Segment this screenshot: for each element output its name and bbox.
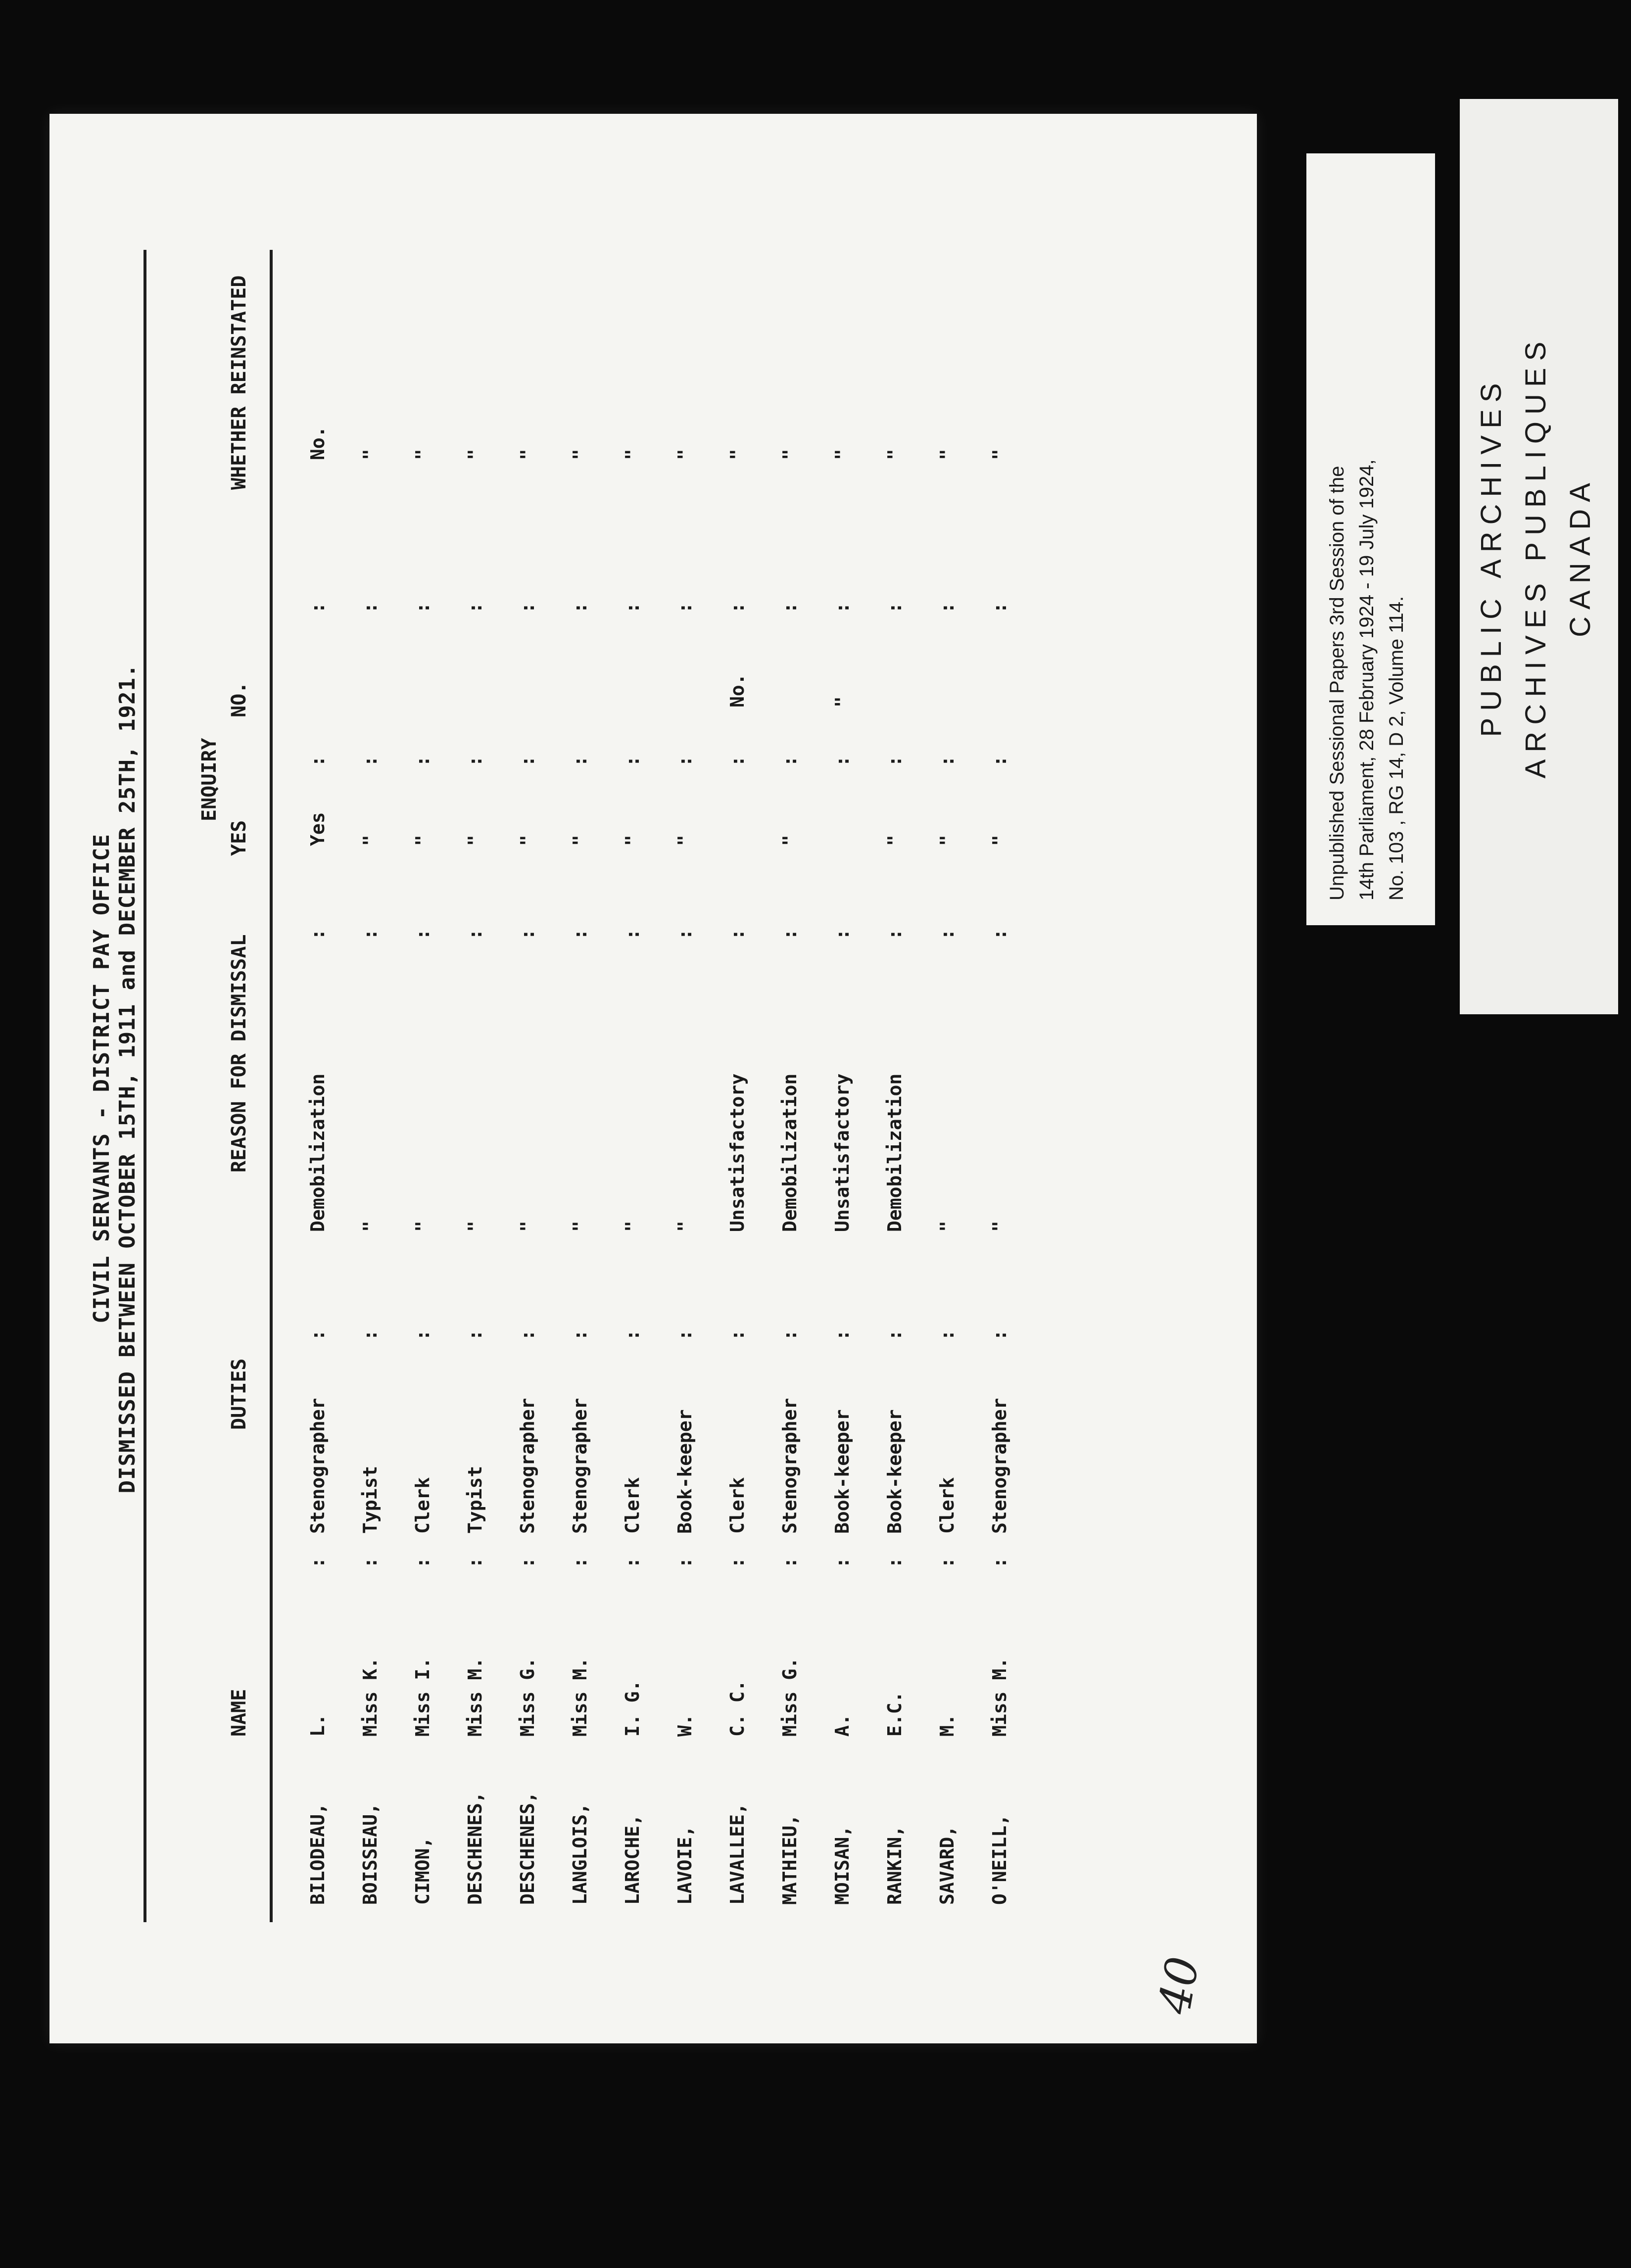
cell-duties: Clerk: [412, 1477, 433, 1534]
cell-surname: LAVALLEE,: [726, 1803, 748, 1905]
column-separator: :: [517, 1557, 538, 1568]
cell-given: I. G.: [622, 1680, 643, 1737]
header-rule: [270, 250, 273, 1922]
column-separator: :: [569, 929, 591, 940]
column-separator: :: [936, 756, 958, 767]
cell-reason: Unsatisfactory: [831, 1073, 853, 1232]
cell-reason: ": [412, 1221, 433, 1232]
column-separator: :: [307, 1557, 329, 1568]
column-separator: :: [412, 602, 433, 614]
cell-duties: Clerk: [936, 1477, 958, 1534]
column-separator: :: [517, 602, 538, 614]
cell-surname: SAVARD,: [936, 1825, 958, 1905]
column-separator: :: [517, 756, 538, 767]
cell-given: Miss G.: [517, 1657, 538, 1737]
column-separator: :: [831, 756, 853, 767]
public-archives-stamp: [1460, 99, 1618, 1014]
column-separator: :: [412, 1329, 433, 1341]
column-separator: :: [726, 756, 748, 767]
header-reason: REASON FOR DISMISSAL: [228, 934, 250, 1173]
cell-surname: RANKIN,: [884, 1825, 906, 1905]
label-line-2: 14th Parliament, 28 February 1924 - 19 July 1924,: [1356, 459, 1378, 900]
cell-reason: ": [622, 1221, 643, 1232]
column-separator: :: [464, 929, 486, 940]
cell-reinstated: ": [517, 449, 538, 460]
cell-reinstated: ": [779, 449, 801, 460]
cell-given: L.: [307, 1714, 329, 1737]
column-separator: :: [674, 1329, 696, 1341]
column-separator: :: [569, 1329, 591, 1341]
column-separator: :: [936, 1329, 958, 1341]
column-separator: :: [359, 1329, 381, 1341]
public-archives-stamp-text: [1460, 99, 1618, 1014]
document-title: CIVIL SERVANTS - DISTRICT PAY OFFICE: [89, 834, 114, 1323]
cell-given: Miss K.: [359, 1657, 381, 1737]
cell-reinstated: ": [936, 449, 958, 460]
cell-yes: ": [779, 835, 801, 846]
cell-reason: Demobilization: [779, 1073, 801, 1232]
column-separator: :: [674, 929, 696, 940]
cell-reason: Unsatisfactory: [726, 1073, 748, 1232]
column-separator: :: [779, 929, 801, 940]
cell-duties: Stenographer: [517, 1398, 538, 1534]
cell-reinstated: ": [569, 449, 591, 460]
cell-reason: ": [359, 1221, 381, 1232]
archive-label: [1306, 153, 1435, 925]
header-enquiry-yes: YES: [228, 820, 250, 856]
cell-given: C. C.: [726, 1680, 748, 1737]
column-separator: :: [569, 1557, 591, 1568]
column-separator: :: [884, 929, 906, 940]
cell-reason: Demobilization: [307, 1073, 329, 1232]
cell-surname: LAROCHE,: [622, 1814, 643, 1905]
cell-given: Miss M.: [989, 1657, 1010, 1737]
column-separator: :: [674, 1557, 696, 1568]
cell-given: Miss M.: [464, 1657, 486, 1737]
cell-no: ": [831, 696, 853, 708]
cell-duties: Stenographer: [779, 1398, 801, 1534]
cell-reinstated: ": [412, 449, 433, 460]
column-separator: :: [936, 602, 958, 614]
cell-duties: Clerk: [726, 1477, 748, 1534]
cell-reinstated: ": [989, 449, 1010, 460]
column-separator: :: [464, 1557, 486, 1568]
column-separator: :: [884, 756, 906, 767]
column-separator: :: [622, 756, 643, 767]
column-separator: :: [622, 602, 643, 614]
stamp-line-3: CANADA: [1564, 476, 1596, 637]
column-separator: :: [884, 1557, 906, 1568]
cell-duties: Book-keeper: [674, 1409, 696, 1534]
header-duties: DUTIES: [228, 1358, 250, 1430]
cell-yes: ": [359, 835, 381, 846]
column-separator: :: [622, 1557, 643, 1568]
column-separator: :: [307, 602, 329, 614]
handwritten-page-number: 40: [1148, 1953, 1210, 2018]
cell-yes: ": [412, 835, 433, 846]
column-separator: :: [936, 929, 958, 940]
cell-reinstated: ": [464, 449, 486, 460]
column-separator: :: [517, 929, 538, 940]
cell-surname: LAVOIE,: [674, 1825, 696, 1905]
column-separator: :: [989, 1329, 1010, 1341]
cell-surname: O'NEILL,: [989, 1814, 1010, 1905]
column-separator: :: [569, 756, 591, 767]
cell-yes: ": [569, 835, 591, 846]
column-separator: :: [307, 756, 329, 767]
column-separator: :: [464, 602, 486, 614]
header-name: NAME: [228, 1689, 250, 1737]
cell-yes: ": [464, 835, 486, 846]
cell-yes: ": [674, 835, 696, 846]
cell-yes: Yes: [307, 812, 329, 846]
column-separator: :: [726, 602, 748, 614]
column-separator: :: [726, 929, 748, 940]
cell-no: No.: [726, 673, 748, 708]
archive-label-text: [1306, 153, 1435, 925]
cell-yes: ": [989, 835, 1010, 846]
cell-reinstated: No.: [307, 426, 329, 460]
column-separator: :: [989, 929, 1010, 940]
column-separator: :: [831, 1329, 853, 1341]
document-content: [49, 114, 1257, 2043]
cell-surname: CIMON,: [412, 1837, 433, 1905]
cell-surname: BILODEAU,: [307, 1803, 329, 1905]
column-separator: :: [674, 602, 696, 614]
column-separator: :: [779, 602, 801, 614]
column-separator: :: [779, 1329, 801, 1341]
column-separator: :: [726, 1329, 748, 1341]
cell-surname: LANGLOIS,: [569, 1803, 591, 1905]
cell-given: Miss M.: [569, 1657, 591, 1737]
column-separator: :: [779, 756, 801, 767]
column-separator: :: [464, 1329, 486, 1341]
column-separator: :: [359, 929, 381, 940]
cell-duties: Stenographer: [569, 1398, 591, 1534]
column-separator: :: [359, 602, 381, 614]
header-enquiry: ENQUIRY: [198, 738, 221, 821]
column-separator: :: [307, 1329, 329, 1341]
cell-reinstated: ": [674, 449, 696, 460]
label-line-3: No. 103 , RG 14, D 2, Volume 114.: [1386, 596, 1407, 900]
cell-given: M.: [936, 1714, 958, 1737]
cell-reinstated: ": [884, 449, 906, 460]
document-subtitle: DISMISSED BETWEEN OCTOBER 15TH, 1911 and DECEMBER 25TH, 1921.: [115, 663, 140, 1494]
cell-reinstated: ": [726, 449, 748, 460]
cell-given: A.: [831, 1714, 853, 1737]
cell-reinstated: ": [831, 449, 853, 460]
cell-yes: ": [884, 835, 906, 846]
cell-duties: Typist: [359, 1465, 381, 1534]
cell-duties: Book-keeper: [884, 1409, 906, 1534]
column-separator: :: [569, 602, 591, 614]
document-page: [49, 114, 1257, 2043]
column-separator: :: [464, 756, 486, 767]
cell-given: Miss I.: [412, 1657, 433, 1737]
stamp-line-2: ARCHIVES PUBLIQUES: [1520, 334, 1552, 779]
label-line-1: Unpublished Sessional Papers 3rd Session of the: [1326, 466, 1348, 900]
column-separator: :: [831, 929, 853, 940]
cell-reason: Demobilization: [884, 1073, 906, 1232]
cell-duties: Book-keeper: [831, 1409, 853, 1534]
cell-reason: ": [464, 1221, 486, 1232]
cell-surname: DESCHENES,: [464, 1792, 486, 1905]
cell-reason: ": [674, 1221, 696, 1232]
cell-reinstated: ": [622, 449, 643, 460]
cell-duties: Stenographer: [989, 1398, 1010, 1534]
column-separator: :: [517, 1329, 538, 1341]
cell-reason: ": [989, 1221, 1010, 1232]
column-separator: :: [884, 602, 906, 614]
column-separator: :: [831, 1557, 853, 1568]
column-separator: :: [674, 756, 696, 767]
column-separator: :: [359, 1557, 381, 1568]
column-separator: :: [307, 929, 329, 940]
cell-duties: Stenographer: [307, 1398, 329, 1534]
cell-surname: BOISSEAU,: [359, 1803, 381, 1905]
cell-yes: ": [517, 835, 538, 846]
column-separator: :: [989, 1557, 1010, 1568]
cell-reason: ": [517, 1221, 538, 1232]
cell-given: W.: [674, 1714, 696, 1737]
cell-reinstated: ": [359, 449, 381, 460]
cell-surname: MOISAN,: [831, 1825, 853, 1905]
header-enquiry-no: NO.: [228, 681, 250, 717]
column-separator: :: [831, 602, 853, 614]
column-separator: :: [412, 929, 433, 940]
cell-duties: Clerk: [622, 1477, 643, 1534]
column-separator: :: [622, 1329, 643, 1341]
cell-reason: ": [569, 1221, 591, 1232]
column-separator: :: [622, 929, 643, 940]
column-separator: :: [989, 602, 1010, 614]
column-separator: :: [726, 1557, 748, 1568]
column-separator: :: [989, 756, 1010, 767]
cell-yes: ": [622, 835, 643, 846]
cell-given: E.C.: [884, 1691, 906, 1737]
column-separator: :: [359, 756, 381, 767]
column-separator: :: [412, 1557, 433, 1568]
column-separator: :: [412, 756, 433, 767]
cell-surname: DESCHENES,: [517, 1792, 538, 1905]
stamp-line-1: PUBLIC ARCHIVES: [1475, 376, 1507, 737]
header-reinstated: WHETHER REINSTATED: [228, 275, 250, 490]
column-separator: :: [936, 1557, 958, 1568]
top-rule: [144, 250, 146, 1922]
cell-duties: Typist: [464, 1465, 486, 1534]
column-separator: :: [884, 1329, 906, 1341]
cell-given: Miss G.: [779, 1657, 801, 1737]
cell-surname: MATHIEU,: [779, 1814, 801, 1905]
cell-reason: ": [936, 1221, 958, 1232]
column-separator: :: [779, 1557, 801, 1568]
cell-yes: ": [936, 835, 958, 846]
